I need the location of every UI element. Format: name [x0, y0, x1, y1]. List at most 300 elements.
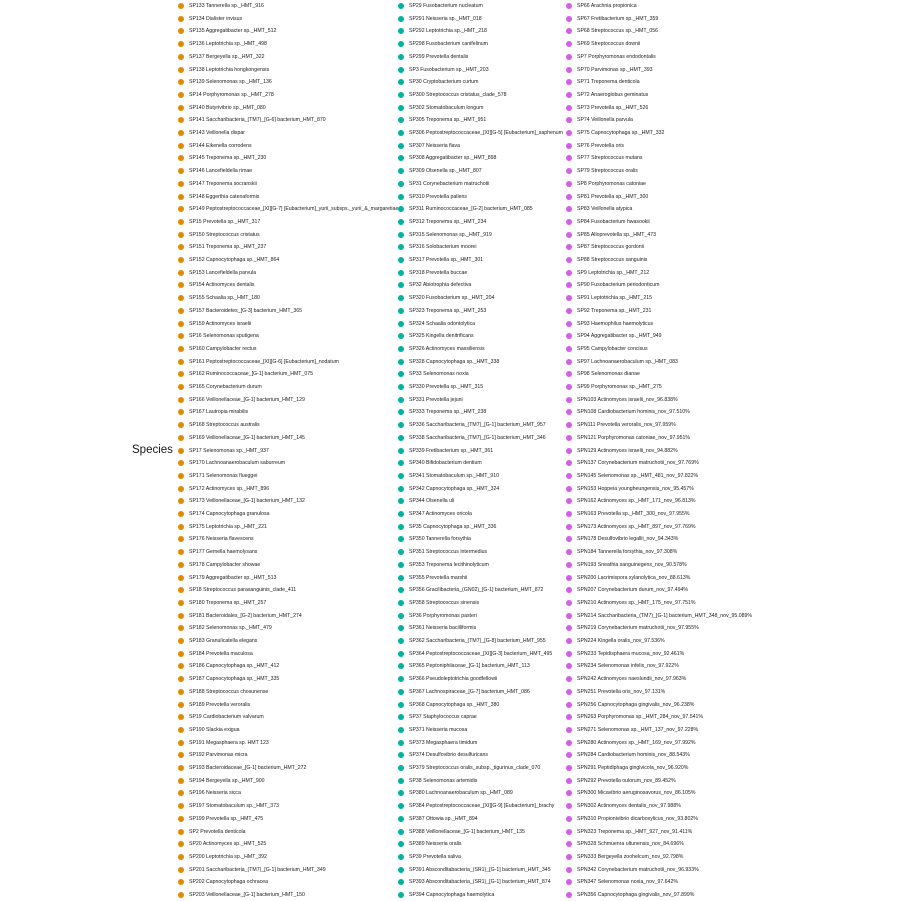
- legend-marker: [178, 778, 184, 784]
- legend-label: SP36 Porphyromonas pasteri: [409, 612, 477, 619]
- legend-label: SPN310 Propionivibrio dicarboxylicus_nov_93.802%: [577, 815, 698, 822]
- legend-label: SPN207 Corynebacterium durum_nov_97.494%: [577, 587, 689, 594]
- legend-label: SPN233 Tepidisphaera mucosa_nov_92.461%: [577, 650, 685, 657]
- legend-marker: [398, 3, 404, 9]
- legend-marker: [178, 346, 184, 352]
- legend-marker: [398, 536, 404, 542]
- legend-marker: [398, 244, 404, 250]
- legend-label: SP341 Stomatobaculum sp._HMT_910: [409, 472, 499, 479]
- legend-label: SP183 Granulicatella elegans: [189, 638, 258, 644]
- legend-label: SP388 Veillonellaceae_[G-1] bacterium_HMT_135: [409, 828, 525, 835]
- legend-label: SPN280 Actinomyces sp._HMT_169_nov_97.992%: [577, 739, 696, 746]
- legend-label: SPN210 Actinomyces sp._HMT_175_nov_97.751%: [577, 599, 696, 606]
- legend-label: SPN145 Selenomonas sp._HMT_481_nov_97.822%: [577, 472, 699, 479]
- legend-title: Species: [132, 444, 173, 456]
- legend-marker: [398, 549, 404, 555]
- legend-marker: [566, 765, 572, 771]
- legend-label: SP358 Streptococcus sinensis: [409, 599, 480, 606]
- legend-marker: [398, 879, 404, 885]
- legend-marker: [178, 486, 184, 492]
- legend-label: SP196 Neisseria sicca: [189, 790, 241, 797]
- legend-label: SP77 Streptococcus mutans: [577, 155, 643, 162]
- legend-marker: [398, 727, 404, 733]
- legend-label: SP306 Peptostreptococcaceae_[XI][G-5] [Eubacterium]_saphenum: [409, 130, 563, 136]
- legend-marker: [178, 359, 184, 365]
- legend-marker: [566, 333, 572, 339]
- legend-label: SPN178 Desulfovibrio legallii_nov_94.343%: [577, 536, 679, 543]
- legend-marker: [178, 67, 184, 73]
- legend-marker: [566, 638, 572, 644]
- legend-marker: [398, 740, 404, 746]
- legend-label: SP188 Streptococcus chosunense: [189, 688, 269, 695]
- legend-marker: [566, 155, 572, 161]
- legend-marker: [566, 879, 572, 885]
- legend-label: SPN200 Lacrimispora xylanolytica_nov_88.613%: [577, 574, 691, 581]
- legend-label: SP170 Lachnoanaerobaculum saburreum: [189, 460, 286, 467]
- legend-label: SP200 Leptotrichia sp._HMT_392: [189, 853, 267, 860]
- legend-label: SP83 Veillonella atypica: [577, 206, 633, 213]
- legend-label: SP155 Schaalia sp._HMT_180: [189, 295, 260, 302]
- legend-label: SP189 Prevotella veroralis: [189, 701, 251, 708]
- legend-marker: [566, 321, 572, 327]
- legend-label: SP68 Streptococcus sp._HMT_056: [577, 28, 659, 35]
- legend-marker: [566, 232, 572, 238]
- legend-marker: [178, 879, 184, 885]
- legend-marker: [566, 867, 572, 873]
- legend-label: SP136 Leptotrichia sp._HMT_498: [189, 41, 267, 48]
- legend-label: SP8 Porphyromonas catoniae: [577, 180, 646, 187]
- legend-marker: [566, 308, 572, 314]
- legend-label: SP81 Prevotella sp._HMT_300: [577, 193, 649, 200]
- legend-label: SPN342 Corynebacterium matruchotii_nov_96.933%: [577, 866, 699, 873]
- legend-marker: [566, 511, 572, 517]
- legend-marker: [178, 194, 184, 200]
- legend-marker: [566, 702, 572, 708]
- legend-marker: [566, 219, 572, 225]
- legend-label: SP90 Fusobacterium periodonticum: [577, 282, 660, 289]
- legend-marker: [566, 625, 572, 631]
- legend-label: SP193 Bacteroidaceae_[G-1] bacterium_HMT_272: [189, 765, 307, 771]
- legend-marker: [398, 587, 404, 593]
- legend-marker: [178, 244, 184, 250]
- legend-label: SP333 Treponema sp._HMT_238: [409, 409, 487, 416]
- legend-label: SP135 Aggregatibacter sp._HMT_512: [189, 28, 277, 35]
- legend-label: SPN263 Porphyromonas sp._HMT_284_nov_97.541%: [577, 714, 704, 721]
- legend-marker: [398, 892, 404, 898]
- legend-label: SP157 Bacteroidetes_[G-3] bacterium_HMT_365: [189, 307, 303, 314]
- legend-marker: [178, 41, 184, 47]
- legend-marker: [566, 778, 572, 784]
- legend-label: SP299 Prevotella dentalis: [409, 53, 469, 60]
- legend-label: SP161 Peptostreptococcaceae_[XI][G-6] [Eubacterium]_nodatum: [189, 358, 339, 365]
- legend-marker: [178, 422, 184, 428]
- legend-label: SPN251 Prevotella oris_nov_97.131%: [577, 688, 666, 695]
- legend-label: SP317 Prevotella sp._HMT_301: [409, 257, 484, 263]
- legend-marker: [566, 257, 572, 263]
- legend-marker: [178, 689, 184, 695]
- legend-label: SPN111 Prevotella veroralis_nov_97.959%: [577, 422, 676, 429]
- legend-label: SP394 Capnocytophaga haemolytica: [409, 892, 495, 898]
- legend-label: SP2 Prevotella denticola: [189, 828, 246, 835]
- legend-label: SPN234 Selenomonas infelix_nov_97.922%: [577, 663, 679, 670]
- legend-marker: [398, 689, 404, 695]
- legend-label: SP67 Fretibacterium sp._HMT_359: [577, 15, 659, 22]
- legend-marker: [398, 816, 404, 822]
- legend-label: SP151 Treponema sp._HMT_237: [189, 244, 267, 251]
- legend-label: SP351 Streptococcus intermedius: [409, 549, 488, 556]
- legend-label: SPN121 Porphyromonas catoniae_nov_97.951%: [577, 434, 691, 441]
- legend-label: SPN300 Micavibrio aeruginosavorus_nov_86.105%: [577, 790, 696, 797]
- legend-marker: [398, 181, 404, 187]
- legend-marker: [566, 359, 572, 365]
- legend-marker: [398, 841, 404, 847]
- legend-marker: [178, 257, 184, 263]
- legend-label: SP184 Prevotella maculosa: [189, 650, 253, 657]
- legend-label: SP137 Bergeyella sp._HMT_322: [189, 53, 265, 60]
- legend-label: SP186 Capnocytophaga sp._HMT_412: [189, 663, 280, 670]
- legend-marker: [178, 460, 184, 466]
- legend-marker: [398, 613, 404, 619]
- legend-marker: [398, 308, 404, 314]
- legend-label: SPN214 Saccharibacteria_(TM7)_[G-1] bacterium_HMT_348_nov_95.089%: [577, 612, 753, 619]
- legend-label: SP172 Actinomyces sp._HMT_896: [189, 485, 270, 492]
- legend-label: SP20 Actinomyces sp._HMT_525: [189, 841, 267, 848]
- legend-marker: [566, 536, 572, 542]
- legend-label: SP30 Cryptobacterium curtum: [409, 79, 479, 86]
- legend-label: SPN292 Prevotella oulorum_nov_89.452%: [577, 777, 676, 784]
- legend-label: SP336 Saccharibacteria_(TM7)_[G-1] bacterium_HMT_957: [409, 422, 546, 429]
- legend-marker: [178, 867, 184, 873]
- legend-label: SP339 Fretibacterium sp._HMT_361: [409, 447, 494, 454]
- legend-marker: [178, 181, 184, 187]
- legend-marker: [178, 841, 184, 847]
- legend-label: SPN173 Actinomyces sp._HMT_897_nov_97.769%: [577, 523, 696, 530]
- legend-marker: [398, 346, 404, 352]
- legend-label: SP181 Bacteroidales_[G-2] bacterium_HMT_274: [189, 612, 302, 619]
- legend-marker: [178, 333, 184, 339]
- legend-label: SP87 Streptococcus gordonii: [577, 244, 644, 251]
- legend-marker: [178, 397, 184, 403]
- legend-marker: [398, 16, 404, 22]
- legend-marker: [178, 511, 184, 517]
- legend-label: SPN224 Kingella oralis_nov_97.536%: [577, 638, 665, 644]
- legend-marker: [566, 143, 572, 149]
- legend-marker: [178, 117, 184, 123]
- legend-label: SP160 Campylobacter rectus: [189, 345, 257, 352]
- legend-label: SP72 Anaeroglobus geminatus: [577, 91, 649, 98]
- legend-marker: [398, 409, 404, 415]
- legend-marker: [566, 524, 572, 530]
- legend-marker: [566, 587, 572, 593]
- legend-marker: [398, 257, 404, 263]
- legend-label: SP374 Desulfovibrio desulfuricans: [409, 752, 489, 759]
- legend-label: SP165 Corynebacterium durum: [189, 384, 262, 390]
- legend-label: SP316 Solobacterium moorei: [409, 244, 477, 251]
- legend-label: SP197 Stomatobaculum sp._HMT_373: [189, 803, 279, 810]
- legend-label: SP99 Porphyromonas sp._HMT_275: [577, 384, 662, 390]
- legend-label: SP167 Lautropia mirabilis: [189, 409, 249, 416]
- legend-label: SP71 Treponema denticola: [577, 79, 640, 86]
- legend-marker: [398, 117, 404, 123]
- legend-marker: [398, 143, 404, 149]
- legend-marker: [398, 714, 404, 720]
- legend-label: SPN347 Selenomonas noxia_nov_97.642%: [577, 879, 678, 886]
- legend-label: SP391 Absconditabacteria_(SR1)_[G-1] bacterium_HMT_345: [409, 866, 551, 873]
- legend-label: SPN284 Cardiobacterium hominis_nov_88.543%: [577, 752, 690, 759]
- legend-marker: [178, 16, 184, 22]
- legend-marker: [178, 727, 184, 733]
- legend-label: SP180 Treponema sp._HMT_257: [189, 599, 267, 606]
- legend-label: SP361 Neisseria bacilliformis: [409, 625, 477, 632]
- legend-marker: [566, 270, 572, 276]
- legend-label: SP171 Selenomonas flueggei: [189, 472, 258, 479]
- legend-marker: [178, 270, 184, 276]
- legend-label: SP15 Prevotella sp._HMT_317: [189, 218, 261, 225]
- legend-marker: [398, 435, 404, 441]
- legend-label: SPN163 Prevotella sp._HMT_300_nov_97.955%: [577, 511, 690, 517]
- legend-label: SP190 Slackia exigua: [189, 726, 240, 733]
- legend-marker: [178, 232, 184, 238]
- legend-label: SP154 Actinomyces dentalis: [189, 282, 255, 289]
- legend-label: SP368 Capnocytophaga sp._HMT_380: [409, 701, 500, 708]
- legend-marker: [178, 714, 184, 720]
- legend-marker: [178, 536, 184, 542]
- legend-marker: [178, 829, 184, 835]
- legend-marker: [178, 625, 184, 631]
- legend-label: SP389 Neisseria oralis: [409, 841, 462, 848]
- legend-label: SP379 Streptococcus oralis_subsp._tigurinus_clade_070: [409, 765, 541, 771]
- legend-marker: [398, 562, 404, 568]
- legend-label: SP393 Absconditabacteria_(SR1)_[G-1] bacterium_HMT_874: [409, 879, 551, 886]
- legend-marker: [178, 321, 184, 327]
- legend-marker: [398, 854, 404, 860]
- legend-marker: [178, 816, 184, 822]
- legend-label: SP32 Abiotrophia defectiva: [409, 282, 472, 289]
- legend-label: SPN129 Actinomyces israelii_nov_94.882%: [577, 447, 678, 454]
- legend-marker: [178, 790, 184, 796]
- legend-marker: [566, 663, 572, 669]
- legend-label: SP194 Bergeyella sp._HMT_900: [189, 777, 265, 784]
- legend-label: SP366 Pseudoleptotrichia goodfellowii: [409, 676, 498, 683]
- legend-label: SP298 Fusobacterium canifelinum: [409, 41, 489, 48]
- legend-label: SP192 Parvimonas micra: [189, 752, 248, 759]
- legend-marker: [398, 829, 404, 835]
- legend-label: SPN333 Bergeyella zoohelcum_nov_92.798%: [577, 853, 684, 860]
- legend-label: SPN302 Actinomyces dentalis_nov_97.988%: [577, 803, 681, 810]
- legend-marker: [178, 409, 184, 415]
- legend-label: SP139 Selenomonas sp._HMT_136: [189, 79, 272, 86]
- legend-marker: [178, 371, 184, 377]
- legend-label: SP38 Selenomonas artemidis: [409, 777, 478, 784]
- legend-label: SP17 Selenomonas sp._HMT_937: [189, 447, 269, 454]
- legend-marker: [398, 498, 404, 504]
- legend-marker: [566, 54, 572, 60]
- legend-marker: [566, 28, 572, 34]
- legend-label: SP84 Fusobacterium hwasookii: [577, 218, 650, 225]
- legend-marker: [178, 448, 184, 454]
- legend-marker: [398, 663, 404, 669]
- legend-marker: [398, 625, 404, 631]
- legend-marker: [566, 575, 572, 581]
- legend-label: SP97 Lachnoanaerobaculum sp._HMT_083: [577, 358, 678, 365]
- legend-label: SP159 Actinomyces israelii: [189, 320, 252, 327]
- legend-label: SP166 Veillonellaceae_[G-1] bacterium_HMT_129: [189, 396, 305, 403]
- legend-marker: [178, 54, 184, 60]
- legend-marker: [178, 206, 184, 212]
- legend-marker: [398, 473, 404, 479]
- legend-label: SP325 Kingella denitrificans: [409, 333, 474, 340]
- legend-label: SP330 Prevotella sp._HMT_315: [409, 384, 484, 390]
- legend-label: SP177 Gemella haemolysans: [189, 549, 258, 556]
- legend-label: SP16 Selenomonas sputigena: [189, 333, 259, 340]
- legend-marker: [398, 702, 404, 708]
- legend-label: SP152 Capnocytophaga sp._HMT_864: [189, 257, 280, 263]
- legend-label: SP169 Veillonellaceae_[G-1] bacterium_HMT_145: [189, 434, 305, 441]
- legend-marker: [566, 790, 572, 796]
- legend-marker: [566, 613, 572, 619]
- legend-label: SPN153 Hoppeia youngheungensis_nov_95.457%: [577, 485, 694, 492]
- legend-label: SP174 Capnocytophaga granulosa: [189, 511, 270, 517]
- legend-marker: [566, 194, 572, 200]
- legend-label: SP384 Peptostreptococcaceae_[XI][G-9] [Eubacterium]_brachy: [409, 803, 555, 810]
- legend-marker: [178, 638, 184, 644]
- legend-marker: [566, 435, 572, 441]
- legend-label: SP176 Neisseria flavescens: [189, 536, 254, 543]
- legend-label: SP146 Lancefieldella rimae: [189, 168, 253, 175]
- legend-marker: [178, 130, 184, 136]
- legend-marker: [566, 181, 572, 187]
- legend-label: SP179 Aggregatibacter sp._HMT_513: [189, 574, 277, 581]
- legend-label: SP309 Olsenella sp._HMT_807: [409, 168, 482, 175]
- legend-label: SP33 Selenomonas noxia: [409, 371, 469, 378]
- legend-marker: [178, 473, 184, 479]
- legend-label: SP320 Fusobacterium sp._HMT_204: [409, 295, 495, 302]
- legend-label: SP331 Prevotella jejuni: [409, 396, 463, 403]
- legend-label: SP85 Alloprevotella sp._HMT_473: [577, 231, 657, 238]
- legend-marker: [398, 194, 404, 200]
- legend-marker: [178, 600, 184, 606]
- legend-marker: [178, 498, 184, 504]
- legend-marker: [398, 105, 404, 111]
- legend-marker: [398, 270, 404, 276]
- legend-label: SPN291 Peptidiphaga gingivicola_nov_96.920%: [577, 765, 689, 771]
- legend-label: SP93 Haemophilus haemolyticus: [577, 320, 654, 327]
- legend-label: SP73 Prevotella sp._HMT_526: [577, 104, 649, 111]
- legend-marker: [398, 92, 404, 98]
- legend-marker: [566, 651, 572, 657]
- legend-marker: [178, 702, 184, 708]
- legend-label: SP318 Prevotella buccae: [409, 269, 468, 276]
- legend-marker: [566, 460, 572, 466]
- legend-label: SP311 Ruminococcaceae_[G-2] bacterium_HMT_085: [409, 206, 533, 213]
- legend-marker: [566, 676, 572, 682]
- legend-label: SP353 Treponema lecithinolyticum: [409, 561, 489, 568]
- legend-label: SP79 Streptococcus oralis: [577, 168, 638, 175]
- legend-label: SP153 Lancefieldella parvula: [189, 269, 257, 276]
- legend-label: SPN108 Cardiobacterium hominis_nov_97.510%: [577, 409, 690, 416]
- legend-label: SP355 Prevotella marshii: [409, 574, 468, 581]
- legend-label: SPN328 Schmuenra ultunensis_nov_84.696%: [577, 841, 684, 848]
- legend-marker: [178, 765, 184, 771]
- legend-marker: [178, 92, 184, 98]
- legend-marker: [566, 803, 572, 809]
- legend-marker: [178, 676, 184, 682]
- legend-marker: [566, 282, 572, 288]
- legend-marker: [398, 232, 404, 238]
- legend-label: SP315 Selenomonas sp._HMT_919: [409, 231, 492, 238]
- legend-marker: [178, 28, 184, 34]
- legend-label: SP14 Porphyromonas sp._HMT_278: [189, 91, 274, 98]
- legend-marker: [566, 117, 572, 123]
- legend-label: SP140 Butyrivibrio sp._HMT_080: [189, 104, 266, 111]
- legend-marker: [566, 3, 572, 9]
- legend-marker: [178, 435, 184, 441]
- legend-marker: [566, 346, 572, 352]
- legend-label: SP74 Veillonella parvula: [577, 117, 633, 124]
- legend-marker: [178, 663, 184, 669]
- legend-marker: [566, 168, 572, 174]
- legend-marker: [566, 397, 572, 403]
- legend-marker: [566, 841, 572, 847]
- legend-marker: [398, 422, 404, 428]
- legend-label: SP364 Peptostreptococcaceae_[XI][G-3] bacterium_HMT_495: [409, 650, 553, 657]
- legend-marker: [398, 130, 404, 136]
- legend-marker: [398, 651, 404, 657]
- legend-label: SP35 Capnocytophaga sp._HMT_336: [409, 523, 497, 530]
- legend-marker: [398, 282, 404, 288]
- legend-marker: [398, 41, 404, 47]
- legend-marker: [398, 511, 404, 517]
- legend-marker: [178, 651, 184, 657]
- legend-marker: [398, 371, 404, 377]
- legend-marker: [178, 740, 184, 746]
- legend-marker: [178, 308, 184, 314]
- legend-marker: [566, 244, 572, 250]
- legend-marker: [178, 524, 184, 530]
- legend-label: SP75 Capnocytophaga sp._HMT_332: [577, 130, 665, 136]
- legend-marker: [566, 41, 572, 47]
- legend-label: SP150 Streptococcus cristatus: [189, 231, 260, 238]
- legend-marker: [178, 854, 184, 860]
- legend-label: SP312 Treponema sp._HMT_234: [409, 218, 487, 225]
- legend-marker: [566, 689, 572, 695]
- legend-marker: [566, 422, 572, 428]
- legend-marker: [178, 3, 184, 9]
- legend-marker: [398, 676, 404, 682]
- legend-label: SP92 Treponema sp._HMT_231: [577, 307, 652, 314]
- legend-label: SPN162 Actinomyces sp._HMT_171_nov_96.813%: [577, 498, 696, 505]
- legend-marker: [398, 778, 404, 784]
- legend-label: SP387 Ottowia sp._HMT_894: [409, 815, 478, 822]
- legend-marker: [398, 295, 404, 301]
- legend-marker: [178, 587, 184, 593]
- legend-marker: [398, 752, 404, 758]
- legend-label: SPN242 Actinomyces naeslundii_nov_97.963%: [577, 676, 687, 683]
- legend-marker: [566, 714, 572, 720]
- legend-marker: [566, 92, 572, 98]
- legend-label: SP144 Eikenella corrodens: [189, 142, 252, 149]
- legend-marker: [178, 282, 184, 288]
- legend-label: SP95 Campylobacter concisus: [577, 345, 648, 352]
- legend-marker: [178, 384, 184, 390]
- legend-marker: [566, 752, 572, 758]
- legend-label: SP7 Porphyromonas endodontalis: [577, 53, 656, 60]
- legend-marker: [566, 371, 572, 377]
- legend-label: SPN193 Sneathia sanguinegens_nov_90.578%: [577, 561, 687, 568]
- legend-label: SP362 Saccharibacteria_(TM7)_[G-8] bacterium_HMT_955: [409, 638, 546, 644]
- legend-label: SPN271 Selenomonas sp._HMT_137_nov_97.228%: [577, 726, 699, 733]
- legend-label: SP18 Streptococcus parasanguinis_clade_411: [189, 587, 297, 594]
